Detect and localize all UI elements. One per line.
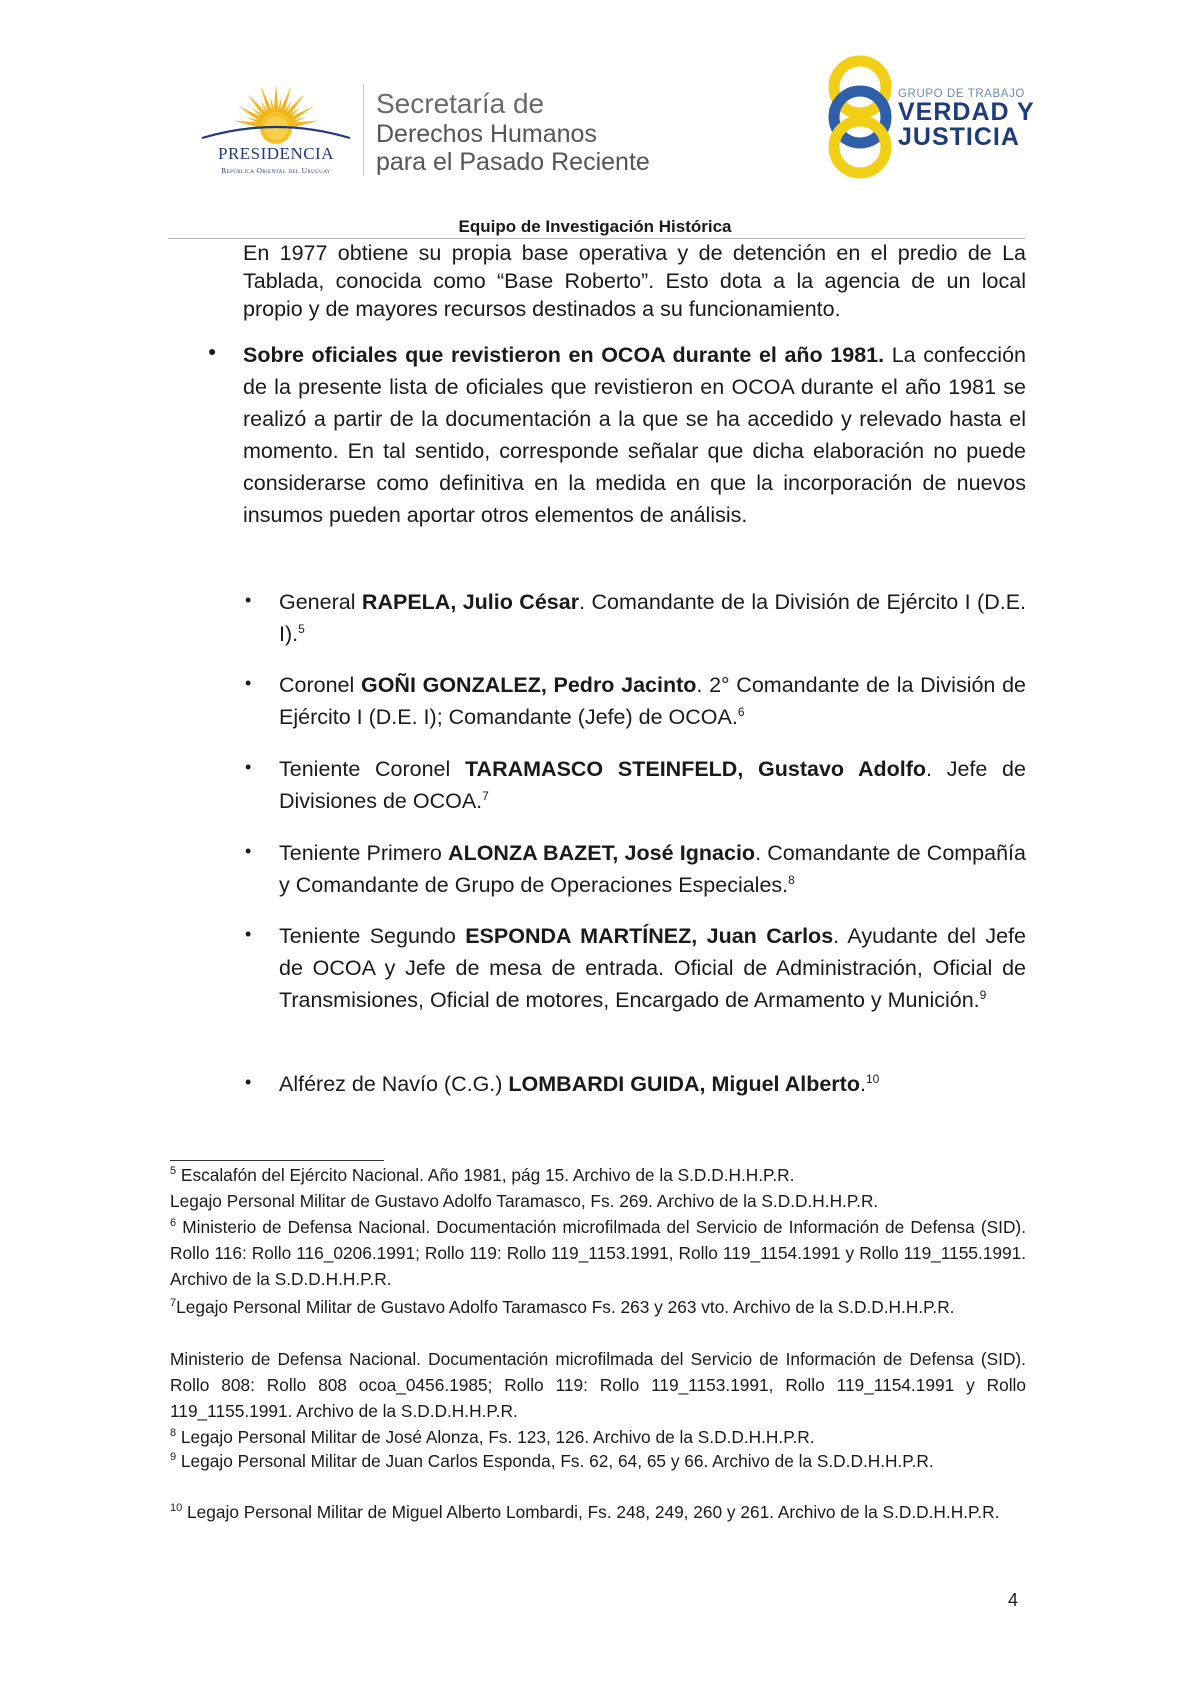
- officer-bullet: •: [245, 757, 252, 777]
- main-bullet-title: Sobre oficiales que revistieron en OCOA durante el año 1981.: [243, 343, 885, 367]
- footnote-number: 8: [170, 1427, 177, 1440]
- footnote: [170, 1424, 1026, 1450]
- officer-item: [279, 586, 1026, 650]
- bullet-marker: ●: [208, 343, 217, 359]
- officer-rank: Alférez de Navío (C.G.): [279, 1072, 509, 1096]
- footnote: [170, 1294, 1026, 1320]
- footnote: [170, 1162, 1026, 1188]
- footnote-number: 9: [170, 1451, 177, 1464]
- main-bullet-paragraph: [243, 339, 1026, 531]
- verdad-label: VERDAD Y: [898, 98, 1035, 126]
- officer-description: . Ayudante del Jefe de OCOA y Jefe de mesa de entrada. Oficial de Administración, Oficial de Transmisiones, Oficial de motores, Encargado de Armamento y Munición.: [279, 924, 1026, 1012]
- footnote-ref: 9: [979, 987, 987, 1002]
- page-number: 4: [1008, 1590, 1019, 1610]
- intro-paragraph: En 1977 obtiene su propia base operativa y de detención en el predio de La Tablada, conocida como “Base Roberto”. Esto dota a la agencia de un local propio y de mayores recursos destinados a su funcionamiento.: [243, 241, 1026, 321]
- verdad-justicia-title: [898, 88, 1035, 150]
- officer-item: [279, 837, 1026, 901]
- footnote-text: Legajo Personal Militar de Gustavo Adolfo Taramasco Fs. 263 y 263 vto. Archivo de la S.D.D.H.H.P.R.: [176, 1297, 955, 1317]
- footnote-text: Legajo Personal Militar de Juan Carlos Esponda, Fs. 62, 64, 65 y 66. Archivo de la S.D.D.H.H.P.R.: [176, 1451, 934, 1471]
- officer-bullet: •: [245, 1072, 252, 1092]
- footnote: [170, 1188, 1026, 1214]
- officer-name: ESPONDA MARTÍNEZ, Juan Carlos: [465, 924, 834, 948]
- officer-item: [279, 753, 1026, 817]
- footnote-number: 6: [170, 1217, 177, 1230]
- officer-name: GOÑI GONZALEZ, Pedro Jacinto: [360, 673, 697, 697]
- officer-rank: Teniente Coronel: [279, 757, 466, 781]
- secretaria-line-3: para el Pasado Reciente: [376, 148, 650, 176]
- justicia-label: JUSTICIA: [898, 123, 1020, 151]
- footnote-number: 7: [170, 1297, 177, 1310]
- officer-item: [279, 920, 1026, 1016]
- officer-bullet: •: [245, 841, 252, 861]
- officer-name: RAPELA, Julio César: [361, 590, 580, 614]
- officer-rank: Teniente Segundo: [279, 924, 466, 948]
- main-bullet-text: La confección de la presente lista de oficiales que revistieron en OCOA durante el año 1981 se realizó a partir de la documentación a la que se ha accedido y relevado hasta el momento. En tal sentido, corresponde señalar que dicha elaboración no puede considerarse como definitiva en la medida en que la incorporación de nuevos insumos pueden aportar otros elementos de análisis.: [243, 343, 1026, 527]
- footnote-text: Ministerio de Defensa Nacional. Documentación microfilmada del Servicio de Información de Defensa (SID). Rollo 116: Rollo 116_0206.1991; Rollo 119: Rollo 119_1153.1991, Rollo 119_1154.1991 y Rollo 119_1155.1991. Archivo de la S.D.D.H.H.P.R.: [170, 1217, 1026, 1289]
- footnote: [170, 1214, 1026, 1292]
- footnote-text: Legajo Personal Militar de Gustavo Adolfo Taramasco, Fs. 269. Archivo de la S.D.D.H.H.P.R.: [170, 1191, 879, 1211]
- officer-description: .: [859, 1072, 866, 1096]
- footnote-rule: [170, 1160, 384, 1161]
- footnote-ref: 5: [298, 621, 305, 636]
- header-separator: [363, 84, 364, 176]
- footnote-text: Escalafón del Ejército Nacional. Año 1981, pág 15. Archivo de la S.D.D.H.H.P.R.: [176, 1165, 795, 1185]
- footnote-ref: 10: [865, 1071, 880, 1086]
- team-heading: Equipo de Investigación Histórica: [458, 217, 732, 236]
- footnote: [170, 1500, 1026, 1524]
- officer-name: TARAMASCO STEINFELD, Gustavo Adolfo: [465, 757, 927, 781]
- secretaria-line-1: Secretaría de: [376, 88, 545, 119]
- footnote-ref: 7: [482, 788, 489, 803]
- presidencia-name: PRESIDENCIA: [217, 144, 334, 163]
- officer-name: ALONZA BAZET, José Ignacio: [448, 841, 756, 865]
- presidencia-label: [196, 144, 356, 175]
- officer-rank: General: [279, 590, 362, 614]
- officer-rank: Teniente Primero: [279, 841, 449, 865]
- officer-description: . Comandante de Compañía y Comandante de Grupo de Operaciones Especiales.: [279, 841, 1026, 897]
- officer-name: LOMBARDI GUIDA, Miguel Alberto: [508, 1072, 860, 1096]
- presidencia-subtitle: República Oriental del Uruguay: [221, 166, 331, 175]
- footnote-ref: 6: [737, 704, 745, 719]
- verdad-justicia-logo-icon: [820, 52, 900, 182]
- footnote-ref: 8: [788, 872, 795, 887]
- officer-bullet: •: [245, 673, 252, 693]
- officer-description: . Jefe de Divisiones de OCOA.: [279, 757, 1026, 813]
- grupo-trabajo-label: GRUPO DE TRABAJO: [898, 88, 1025, 100]
- secretaria-title: [376, 88, 650, 176]
- footnote-text: Legajo Personal Militar de Miguel Alberto Lombardi, Fs. 248, 249, 260 y 261. Archivo de la S.D.D.H.H.P.R.: [182, 1502, 1000, 1522]
- officer-rank: Coronel: [279, 673, 361, 697]
- secretaria-line-2: Derechos Humanos: [376, 120, 597, 148]
- footnote-text: Legajo Personal Militar de José Alonza, Fs. 123, 126. Archivo de la S.D.D.H.H.P.R.: [176, 1427, 815, 1447]
- officer-bullet: •: [245, 590, 252, 610]
- officer-item: [279, 669, 1026, 733]
- footnote: [170, 1449, 1026, 1473]
- officer-item: [279, 1068, 1026, 1100]
- officer-description: . Comandante de la División de Ejército I (D.E. I).: [279, 590, 1027, 646]
- footnote-number: 5: [170, 1165, 177, 1178]
- footnote: [170, 1346, 1026, 1424]
- officer-bullet: •: [245, 924, 252, 944]
- footnote-text: Ministerio de Defensa Nacional. Documentación microfilmada del Servicio de Información de Defensa (SID). Rollo 808: Rollo 808 ocoa_0456.1985; Rollo 119: Rollo 119_1153.1991, Rollo 119_1154.1991 y Rollo 119_1155.1991. Archivo de la S.D.D.H.H.P.R.: [170, 1349, 1026, 1421]
- officer-description: . 2° Comandante de la División de Ejército I (D.E. I); Comandante (Jefe) de OCOA.: [279, 673, 1026, 729]
- footnote-number: 10: [170, 1502, 183, 1515]
